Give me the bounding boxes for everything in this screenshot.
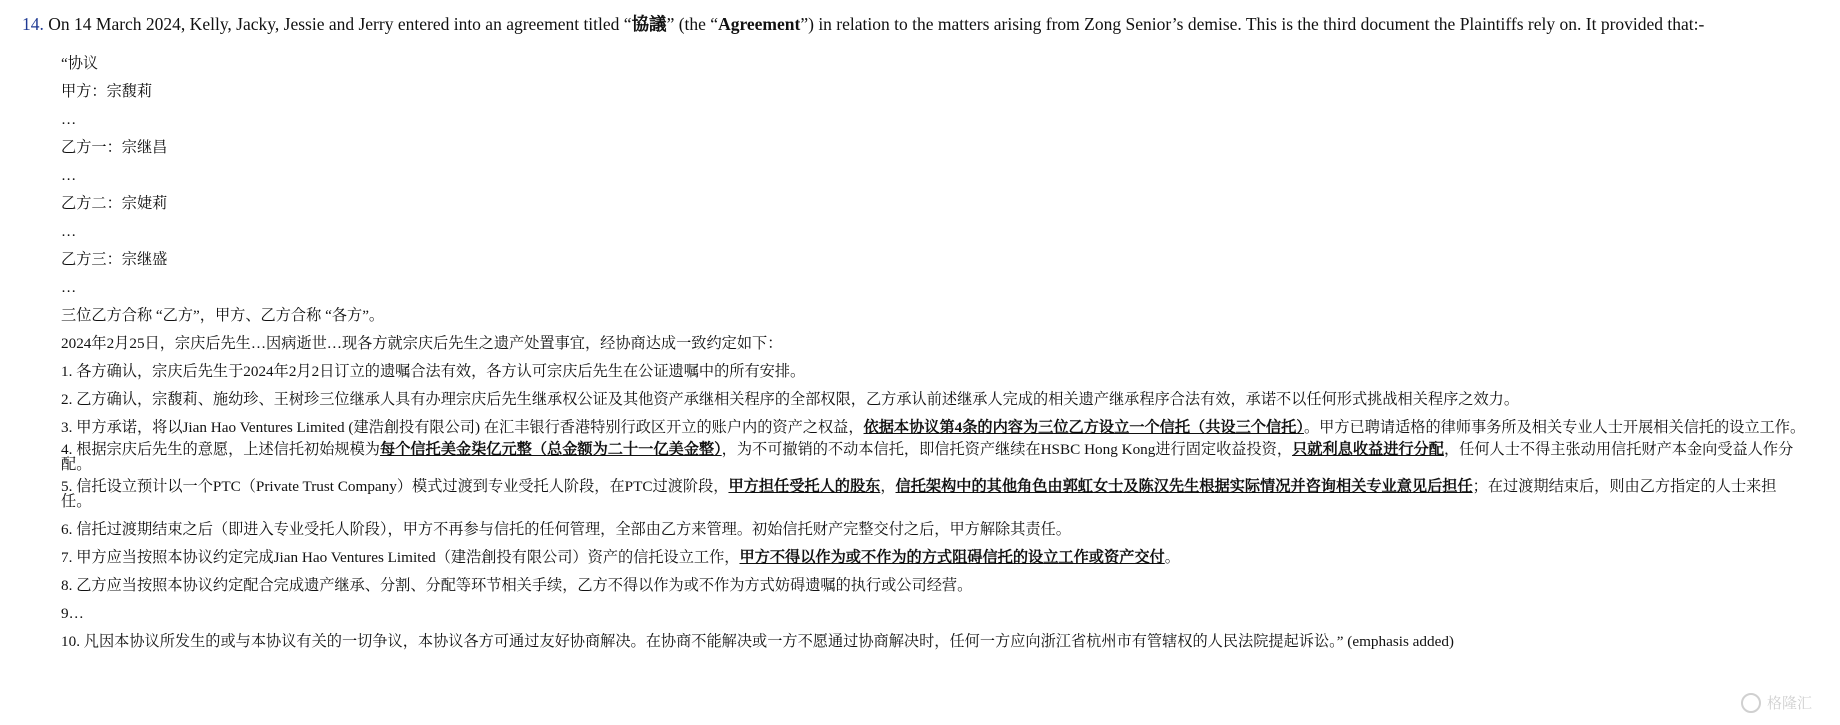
clause-3-text: 3. 甲方承诺，将以Jian Hao Ventures Limited (建浩創投有限公司) 在汇丰银行香港特别行政区开立的账户内的资产之权益， [61, 419, 864, 436]
clause-5-emphasis-2: 信托架构中的其他角色由郭虹女士及陈汉先生根据实际情况并咨询相关专业意见后担任 [895, 477, 1473, 495]
clause-4-text: 4. 根据宗庆后先生的意愿，上述信托初始规模为 [61, 440, 380, 458]
clause-4-text-end: ，任何人士不得主张动用信托财产本金向受益人作分配。 [61, 440, 1794, 473]
paragraph-number: 14. [22, 14, 44, 34]
clause-5-comma: ， [880, 477, 896, 495]
clause-4-text-mid: ，为不可撤销的不动本信托，即信托资产继续在HSBC Hong Kong进行固定收益投资， [721, 440, 1293, 458]
intro-text-3: ”) in relation to the matters arising from Zong Senior’s demise. This is the third document the Plaintiffs rely on. It provided that:- [800, 14, 1705, 34]
parties-definition: 三位乙方合称 “乙方”，甲方、乙方合称 “各方”。 [61, 307, 385, 324]
clause-9: 9… [61, 604, 84, 622]
party-b2: 乙方二：宗婕莉 [61, 195, 168, 212]
ellipsis: … [61, 167, 77, 184]
clause-4-emphasis-1: 每个信托美金柒亿元整（总金额为二十一亿美金整） [379, 440, 722, 458]
party-b1: 乙方一：宗继昌 [61, 139, 168, 156]
ellipsis: … [61, 279, 77, 296]
party-a: 甲方：宗馥莉 [61, 83, 153, 100]
clause-6: 6. 信托过渡期结束之后（即进入专业受托人阶段），甲方不再参与信托的任何管理，全部由乙方来管理。初始信托财产完整交付之后，甲方解除其责任。 [61, 520, 1071, 538]
quote-title: “协议 [61, 55, 99, 72]
intro-text-2: ” (the “ [666, 14, 719, 34]
ellipsis: … [61, 223, 77, 240]
agreement-chinese-title: 協議 [631, 14, 667, 34]
clause-2: 2. 乙方确认，宗馥莉、施幼珍、王树珍三位继承人具有办理宗庆后先生继承权公证及其他资产承继相关程序的全部权限，乙方承认前述继承人完成的相关遗产继承程序合法有效，承诺不以任何形式挑战相关程序之效力。 [61, 391, 1519, 408]
watermark-logo-icon [1741, 693, 1761, 713]
clause-4-emphasis-2: 只就利息收益进行分配 [1292, 440, 1444, 458]
quoted-agreement [61, 50, 1806, 656]
clause-1: 1. 各方确认，宗庆后先生于2024年2月2日订立的遗嘱合法有效，各方认可宗庆后先生在公证遗嘱中的所有安排。 [61, 363, 806, 380]
clause-5-text: 5. 信托设立预计以一个PTC（Private Trust Company）模式过渡到专业受托人阶段，在PTC过渡阶段， [61, 477, 729, 495]
paragraph-14 [22, 10, 1822, 38]
clause-7-emphasis: 甲方不得以作为或不作为的方式阻碍信托的设立工作或资产交付 [739, 548, 1165, 566]
ellipsis: … [61, 111, 77, 128]
agreement-defined-term: Agreement [718, 14, 801, 34]
intro-text-1: On 14 March 2024, Kelly, Jacky, Jessie and Jerry entered into an agreement titled “ [43, 14, 632, 34]
clause-7 [61, 544, 1806, 572]
clause-3-emphasis: 依据本协议第4条的内容为三位乙方设立一个信托（共设三个信托） [863, 419, 1304, 436]
clause-5-emphasis-1: 甲方担任受托人的股东 [728, 477, 881, 495]
watermark-text: 格隆汇 [1766, 694, 1812, 712]
clause-5 [61, 479, 1806, 510]
watermark [1741, 692, 1812, 713]
clause-7-text: 7. 甲方应当按照本协议约定完成Jian Hao Ventures Limited（建浩創投有限公司）资产的信托设立工作， [61, 548, 740, 566]
preamble: 2024年2月25日，宗庆后先生…因病逝世…现各方就宗庆后先生之遗产处置事宜，经协商达成一致约定如下： [61, 335, 783, 352]
clause-3-text-end: 。甲方已聘请适格的律师事务所及相关专业人士开展相关信托的设立工作。 [1303, 419, 1806, 436]
clause-3 [61, 420, 1806, 436]
clause-7-end: 。 [1164, 548, 1180, 566]
document-page [22, 10, 1822, 656]
clause-4 [61, 442, 1806, 473]
clause-5-text-end: ；在过渡期结束后，则由乙方指定的人士来担任。 [61, 477, 1777, 510]
clause-8: 8. 乙方应当按照本协议约定配合完成遗产继承、分割、分配等环节相关手续，乙方不得以作为或不作为方式妨碍遗嘱的执行或公司经营。 [61, 576, 973, 594]
party-b3: 乙方三：宗继盛 [61, 251, 168, 268]
clause-10: 10. 凡因本协议所发生的或与本协议有关的一切争议，本协议各方可通过友好协商解决。在协商不能解决或一方不愿通过协商解决时，任何一方应向浙江省杭州市有管辖权的人民法院提起诉讼。” (emphasis added) [61, 632, 1454, 650]
